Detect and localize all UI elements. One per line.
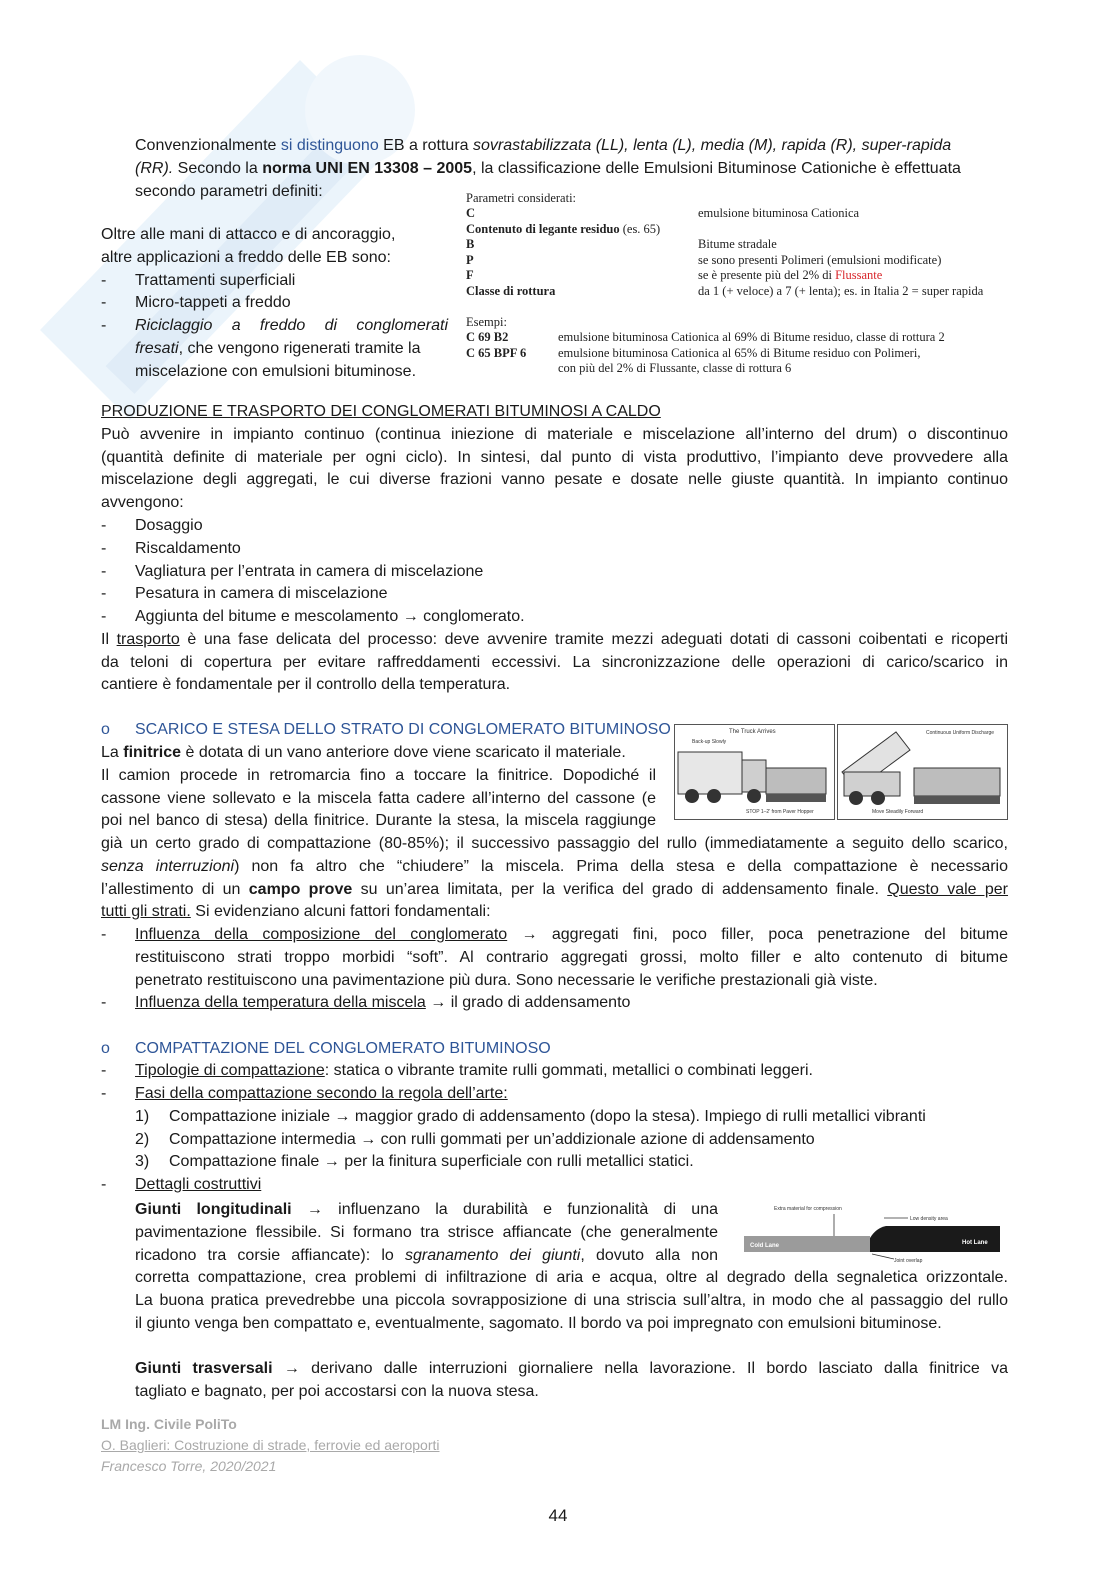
- footer-subject: O. Baglieri: Costruzione di strade, ferrovie ed aeroporti: [101, 1437, 440, 1453]
- list-dash: -: [101, 1176, 107, 1193]
- example-key: C 69 B2: [466, 330, 509, 344]
- list-item: Micro-tappeti a freddo: [135, 294, 291, 311]
- param-value: se è presente più del 2% di Flussante: [698, 268, 883, 282]
- example-value: emulsione bituminosa Cationica al 69% di Bitume residuo, classe di rottura 2: [558, 330, 945, 344]
- paragraph-line: pavimentazione flessibile. Si formano tra strisce affiancate (che generalmente: [135, 1224, 718, 1241]
- paragraph-line: Giunti longitudinali → influenzano la durabilità e funzionalità di una: [135, 1201, 718, 1218]
- paragraph-line: cantiere è fondamentale per il controllo della temperatura.: [101, 676, 511, 693]
- intro-line-1: Convenzionalmente si distinguono EB a rottura sovrastabilizzata (LL), lenta (L), media (M), rapida (R), super-rapida: [135, 137, 952, 154]
- param-value: da 1 (+ veloce) a 7 (+ lenta); es. in Italia 2 = super rapida: [698, 284, 984, 298]
- paragraph-line: da teloni di copertura per evitare raffreddamenti eccessivi. La sincronizzazione delle operazioni di carico/scarico in: [101, 654, 1008, 671]
- list-item-cont: penetrato restituiscono una pavimentazione più dura. Sono necessarie le verifiche prestazionali già viste.: [135, 972, 878, 989]
- section-heading-production: PRODUZIONE E TRASPORTO DEI CONGLOMERATI BITUMINOSI A CALDO: [101, 403, 661, 420]
- param-key: P: [466, 253, 474, 267]
- section-bullet: o: [101, 1040, 110, 1057]
- joint-overlap-diagram: [744, 1204, 1006, 1264]
- example-value: emulsione bituminosa Cationica al 65% di Bitume residuo con Polimeri,: [558, 346, 921, 360]
- examples-title: Esempi:: [466, 315, 507, 329]
- list-dash: -: [101, 272, 107, 289]
- paragraph-line: La finitrice è dotata di un vano anteriore dove viene scaricato il materiale.: [101, 744, 626, 761]
- paragraph-line: La buona pratica prevedrebbe una piccola sovrapposizione di una striscia sull’altra, in modo che al passaggio del rullo: [135, 1292, 1008, 1309]
- paragraph-line: Giunti trasversali → derivano dalle interruzioni giornaliere nella lavorazione. Il bordo lasciato dalla finitrice va: [135, 1360, 1008, 1377]
- truck-paver-illustration: [674, 724, 1008, 820]
- list-item: Compattazione finale → per la finitura superficiale con rulli metallici statici.: [169, 1153, 694, 1170]
- list-dash: -: [101, 1085, 107, 1102]
- list-item-cont: restituiscono strati troppo morbidi “soft”. Al contrario aggregati grossi, molto filler e alto contenuto di bitume: [135, 949, 1008, 966]
- list-dash: -: [101, 1062, 107, 1079]
- param-key: C: [466, 206, 476, 220]
- paragraph-line: già un certo grado di compattazione (80-85%); il successivo passaggio del rullo (immediatamente a seguito dello scarico,: [101, 835, 1008, 852]
- param-value: se sono presenti Polimeri (emulsioni modificate): [698, 253, 942, 267]
- list-dash: -: [101, 563, 107, 580]
- paragraph-line: miscelazione degli aggregati, le cui diverse frazioni vanno pesate e dosate nelle giuste quantità. In impianto continuo: [101, 471, 1008, 488]
- diagram-label: Extra material for compression: [774, 1206, 842, 1212]
- paragraph-line: tutti gli strati. Si evidenziano alcuni fattori fondamentali:: [101, 903, 491, 920]
- param-key: B: [466, 237, 475, 251]
- diagram-label: Hot Lane: [962, 1240, 988, 1246]
- list-dash: -: [101, 317, 107, 334]
- paragraph-line: corretta compattazione, crea problemi di infiltrazione di aria e acqua, oltre al degrado della segnaletica orizzontale.: [135, 1269, 1008, 1286]
- list-item-cont: miscelazione con emulsioni bituminose.: [135, 363, 417, 380]
- img1-caption: Back-up Slowly: [692, 739, 727, 745]
- list-dash: -: [101, 517, 107, 534]
- list-item: Trattamenti superficiali: [135, 272, 296, 289]
- param-value: emulsione bituminosa Cationica: [698, 206, 860, 220]
- list-item: Influenza della temperatura della miscela → il grado di addensamento: [135, 994, 631, 1011]
- paragraph-line: senza interruzioni) non fa altro che “chiudere” la miscela. Prima della stesa e della compattazione è necessario: [101, 858, 1008, 875]
- list-item: Vagliatura per l’entrata in camera di miscelazione: [135, 563, 484, 580]
- param-key: Contenuto di legante residuo (es. 65): [466, 222, 661, 236]
- paragraph-line: Il camion procede in retromarcia fino a toccare la finitrice. Dopodiché il: [101, 767, 656, 784]
- list-dash: -: [101, 608, 107, 625]
- paragraph-line: Può avvenire in impianto continuo (continua iniezione di materiale e miscelazione all’interno del drum) o discontinuo: [101, 426, 1008, 443]
- list-item: Pesatura in camera di miscelazione: [135, 585, 388, 602]
- list-number: 2): [135, 1131, 150, 1148]
- list-item: Dettagli costruttivi: [135, 1176, 262, 1193]
- list-dash: -: [101, 585, 107, 602]
- intro-line-3: secondo parametri definiti:: [135, 183, 323, 200]
- list-item: Influenza della composizione del conglomerato → aggregati fini, poco filler, poca penetrazione del bitume: [135, 926, 1009, 943]
- section-bullet: o: [101, 721, 110, 738]
- paragraph-line: (quantità definite di materiale per ogni ciclo). In sintesi, dal punto di vista produttivo, l’impianto deve provvedere alla: [101, 449, 1008, 466]
- paragraph-line: l’allestimento di un campo prove su un’area limitata, per la verifica del grado di addensamento finale. Questo vale per: [101, 881, 1009, 898]
- img1-caption: The Truck Arrives: [729, 729, 776, 735]
- list-item: Compattazione intermedia → con rulli gommati per un’addizionale azione di addensamento: [169, 1131, 815, 1148]
- list-item: Dosaggio: [135, 517, 203, 534]
- section-heading-compattazione: COMPATTAZIONE DEL CONGLOMERATO BITUMINOSO: [135, 1040, 551, 1057]
- paragraph-line: poi nel banco di stesa) della finitrice. Durante la stesa, la miscela raggiunge: [101, 812, 656, 829]
- example-value: con più del 2% di Flussante, classe di rottura 6: [558, 361, 792, 375]
- param-value: Bitume stradale: [698, 237, 777, 251]
- diagram-label: Cold Lane: [750, 1243, 780, 1249]
- img1-caption: STOP 1–2' from Paver Hopper: [746, 809, 814, 815]
- img2-caption: Continuous Uniform Discharge: [925, 730, 995, 736]
- param-key: Classe di rottura: [466, 284, 556, 298]
- diagram-label: Low density area: [910, 1216, 948, 1222]
- table-title: Parametri considerati:: [466, 191, 577, 205]
- footer-author: Francesco Torre, 2020/2021: [101, 1458, 277, 1474]
- list-item: Riscaldamento: [135, 540, 241, 557]
- applications-lead-1: Oltre alle mani di attacco e di ancoraggio,: [101, 226, 396, 243]
- paragraph-line: Il trasporto è una fase delicata del processo: deve avvenire tramite mezzi adeguati dotati di cassoni coibentati e ricoperti: [101, 631, 1009, 648]
- page-number: 44: [548, 1506, 568, 1525]
- list-item: Compattazione iniziale → maggior grado di addensamento (dopo la stesa). Impiego di rulli metallici vibranti: [169, 1108, 926, 1125]
- paragraph-line: avvengono:: [101, 494, 184, 511]
- paragraph-line: ricadono tra corsie affiancate): lo sgranamento dei giunti, dovuto alla non: [135, 1247, 719, 1264]
- list-dash: -: [101, 294, 107, 311]
- list-item: Aggiunta del bitume e mescolamento → conglomerato.: [135, 608, 525, 625]
- section-heading-scarico: SCARICO E STESA DELLO STRATO DI CONGLOMERATO BITUMINOSO: [135, 721, 671, 738]
- img2-caption: Move Steadily Forward: [872, 809, 924, 815]
- list-item-cont: fresati, che vengono rigenerati tramite la: [135, 340, 421, 357]
- example-key: C 65 BPF 6: [466, 346, 527, 360]
- parameters-table: [466, 191, 1011, 381]
- list-number: 1): [135, 1108, 150, 1125]
- list-dash: -: [101, 994, 107, 1011]
- list-dash: -: [101, 926, 107, 943]
- list-item: Fasi della compattazione secondo la regola dell’arte:: [135, 1085, 508, 1102]
- intro-line-2: (RR). Secondo la norma UNI EN 13308 – 2005, la classificazione delle Emulsioni Bituminose Cationiche è effettuata: [135, 160, 961, 177]
- list-number: 3): [135, 1153, 150, 1170]
- param-key: F: [466, 268, 474, 282]
- paragraph-line: cassone viene sollevato e la miscela fatta cadere all’interno del cassone (e: [101, 790, 656, 807]
- paragraph-line: tagliato e bagnato, per poi accostarsi con la nuova stesa.: [135, 1383, 539, 1400]
- list-item: Riciclaggio a freddo di conglomerati: [135, 317, 448, 334]
- list-item: Tipologie di compattazione: statica o vibrante tramite rulli gommati, metallici o combinati leggeri.: [135, 1062, 813, 1079]
- list-dash: -: [101, 540, 107, 557]
- applications-lead-2: altre applicazioni a freddo delle EB sono:: [101, 249, 391, 266]
- footer-course: LM Ing. Civile PoliTo: [101, 1416, 237, 1432]
- diagram-label: Joint overlap: [894, 1258, 923, 1264]
- paragraph-line: il giunto venga ben compattato e, eventualmente, sagomato. Il bordo va poi impregnato con emulsioni bituminose.: [135, 1315, 942, 1332]
